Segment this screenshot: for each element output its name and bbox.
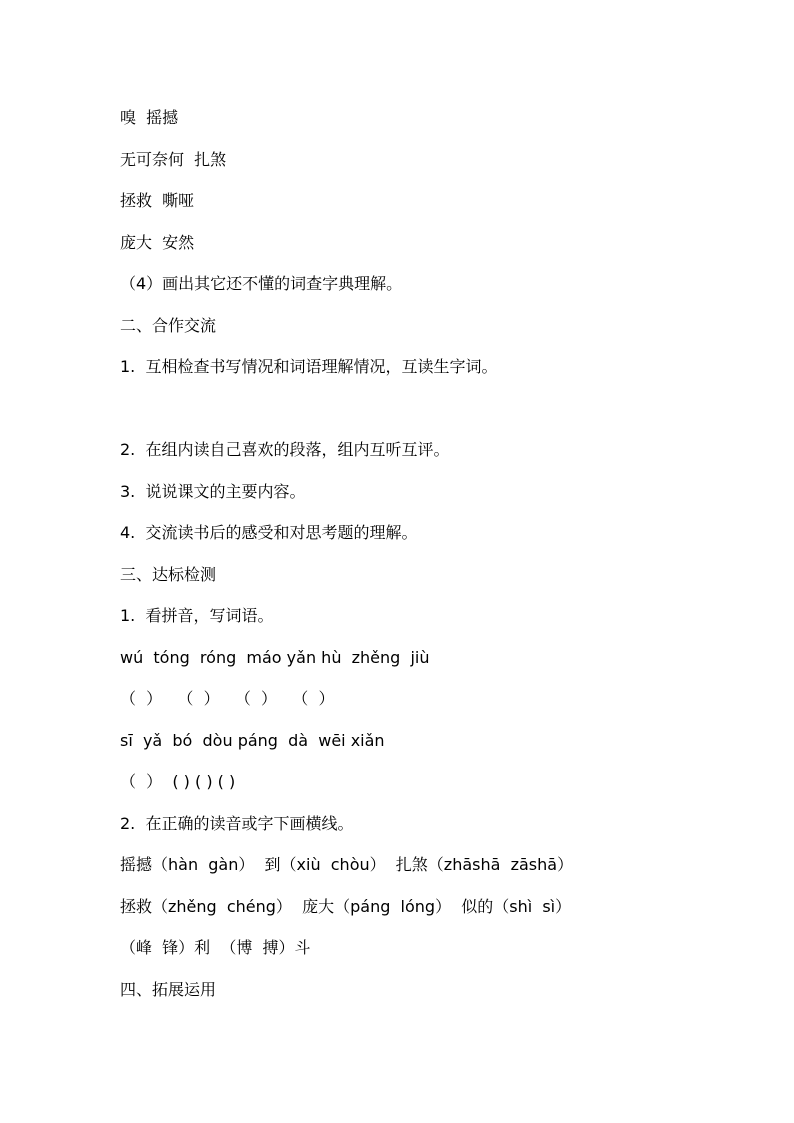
vocab-line-1: 嗅 摇撼 (120, 108, 179, 127)
reading-choice-row-1: 摇撼（hàn gàn） 到（xiù chòu） 扎煞（zhāshā zāshā） (120, 855, 574, 874)
section-heading-2: 二、合作交流 (120, 316, 217, 335)
pinyin-row-2: sī yǎ bó dòu páng dà wēi xiǎn (120, 731, 385, 750)
exercise-1-title: 1. 看拼音，写词语。 (120, 606, 274, 625)
char-choice-row: （峰 锋）利 （博 搏）斗 (120, 938, 311, 957)
section-heading-4: 四、拓展运用 (120, 980, 217, 999)
instruction-4: （4）画出其它还不懂的词查字典理解。 (120, 274, 403, 293)
exchange-item-3: 3. 说说课文的主要内容。 (120, 482, 306, 501)
exercise-2-title: 2. 在正确的读音或字下画横线。 (120, 814, 354, 833)
vocab-line-3: 拯救 嘶哑 (120, 191, 195, 210)
exchange-item-4: 4. 交流读书后的感受和对思考题的理解。 (120, 523, 418, 542)
exchange-item-1: 1. 互相检查书写情况和词语理解情况，互读生字词。 (120, 357, 498, 376)
section-heading-3: 三、达标检测 (120, 565, 217, 584)
reading-choice-row-2: 拯救（zhěng chéng） 庞大（páng lóng） 似的（shì sì） (120, 897, 572, 916)
vocab-line-2: 无可奈何 扎煞 (120, 150, 227, 169)
pinyin-row-1: wú tóng róng máo yǎn hù zhěng jiù (120, 648, 430, 667)
exchange-item-2: 2. 在组内读自己喜欢的段落，组内互听互评。 (120, 440, 450, 459)
blanks-row-1: （ ） （ ） （ ） （ ） (120, 689, 335, 708)
blanks-row-2: （ ） ( ) ( ) ( ) (120, 772, 236, 791)
vocab-line-4: 庞大 安然 (120, 233, 195, 252)
